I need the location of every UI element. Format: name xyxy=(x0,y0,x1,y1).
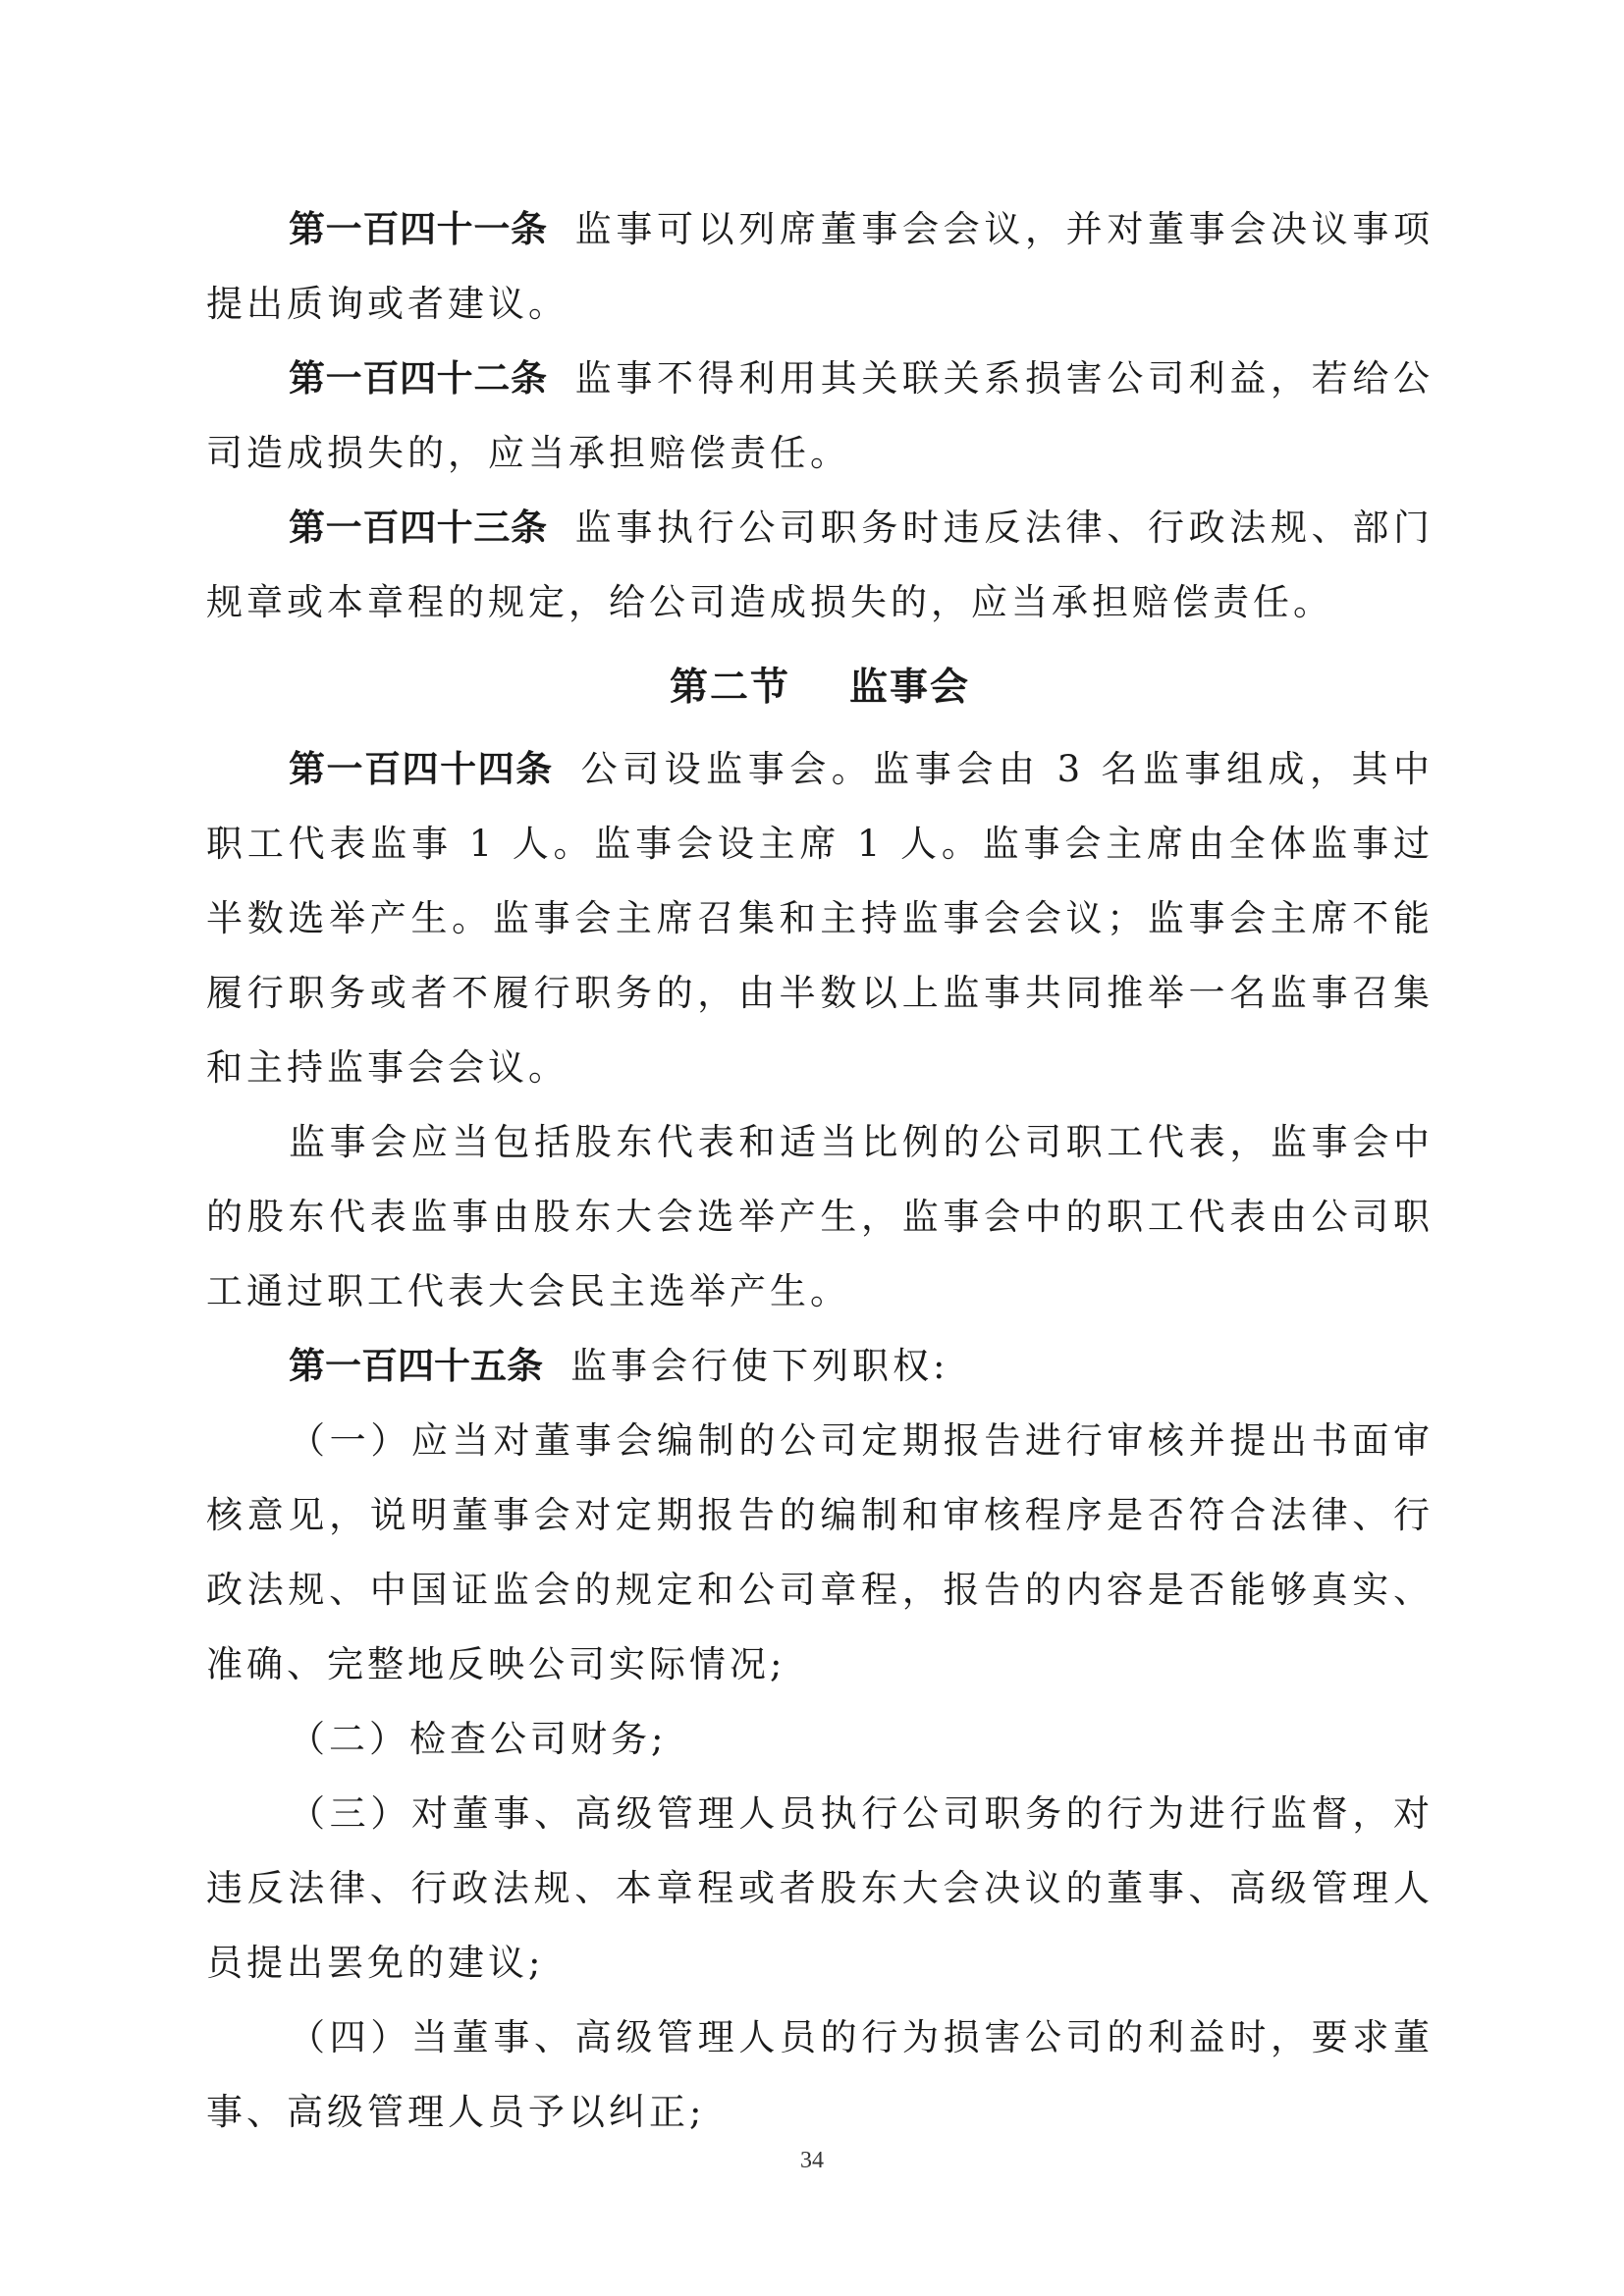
article-145-item-2: （二）检查公司财务; xyxy=(289,1718,668,1760)
section-title: 监事会 xyxy=(849,666,971,710)
article-144-paragraph-2: 监事会应当包括股东代表和适当比例的公司职工代表，监事会中的股东代表监事由股东大会选举产生，监事会中的职工代表由公司职工通过职工代表大会民主选举产生。 xyxy=(206,1121,1434,1312)
article-text: 监事可以列席董事会会议，并对董事会决议事项提出质询或者建议。 xyxy=(206,208,1435,325)
article-number: 第一百四十二条 xyxy=(289,357,548,400)
document-body xyxy=(206,192,1434,2150)
article-number: 第一百四十一条 xyxy=(289,208,548,250)
article-143 xyxy=(206,491,1434,640)
article-141 xyxy=(206,192,1434,342)
article-number: 第一百四十三条 xyxy=(289,507,548,549)
article-text: 公司设监事会。监事会由 3 名监事组成，其中职工代表监事 1 人。监事会设主席 1 人。监事会主席由全体监事过半数选举产生。监事会主席召集和主持监事会会议；监事会主席不能履行职务或者不履行职务的，由半数以上监事共同推举一名监事召集和主持监事会会议。 xyxy=(206,748,1435,1089)
article-145-item-4: （四）当董事、高级管理人员的行为损害公司的利益时，要求董事、高级管理人员予以纠正; xyxy=(206,2016,1434,2133)
section-heading xyxy=(206,644,1434,732)
page-number: 34 xyxy=(800,2148,824,2173)
article-145-item-1: （一）应当对董事会编制的公司定期报告进行审核并提出书面审核意见，说明董事会对定期报告的编制和审核程序是否符合法律、行政法规、中国证监会的规定和公司章程，报告的内容是否能够真实、准确、完整地反映公司实际情况; xyxy=(206,1419,1434,1685)
section-number: 第二节 xyxy=(669,666,790,710)
article-text: 监事会行使下列职权: xyxy=(570,1345,949,1387)
article-text: 监事不得利用其关联关系损害公司利益，若给公司造成损失的，应当承担赔偿责任。 xyxy=(206,357,1435,474)
article-145-item-3: （三）对董事、高级管理人员执行公司职务的行为进行监督，对违反法律、行政法规、本章程或者股东大会决议的董事、高级管理人员提出罢免的建议; xyxy=(206,1792,1434,1984)
article-144 xyxy=(206,732,1434,1105)
article-142 xyxy=(206,342,1434,491)
article-number: 第一百四十五条 xyxy=(289,1345,543,1387)
article-text: 监事执行公司职务时违反法律、行政法规、部门规章或本章程的规定，给公司造成损失的，应当承担赔偿责任。 xyxy=(206,507,1435,623)
article-145 xyxy=(206,1329,1434,1404)
article-number: 第一百四十四条 xyxy=(289,748,554,790)
